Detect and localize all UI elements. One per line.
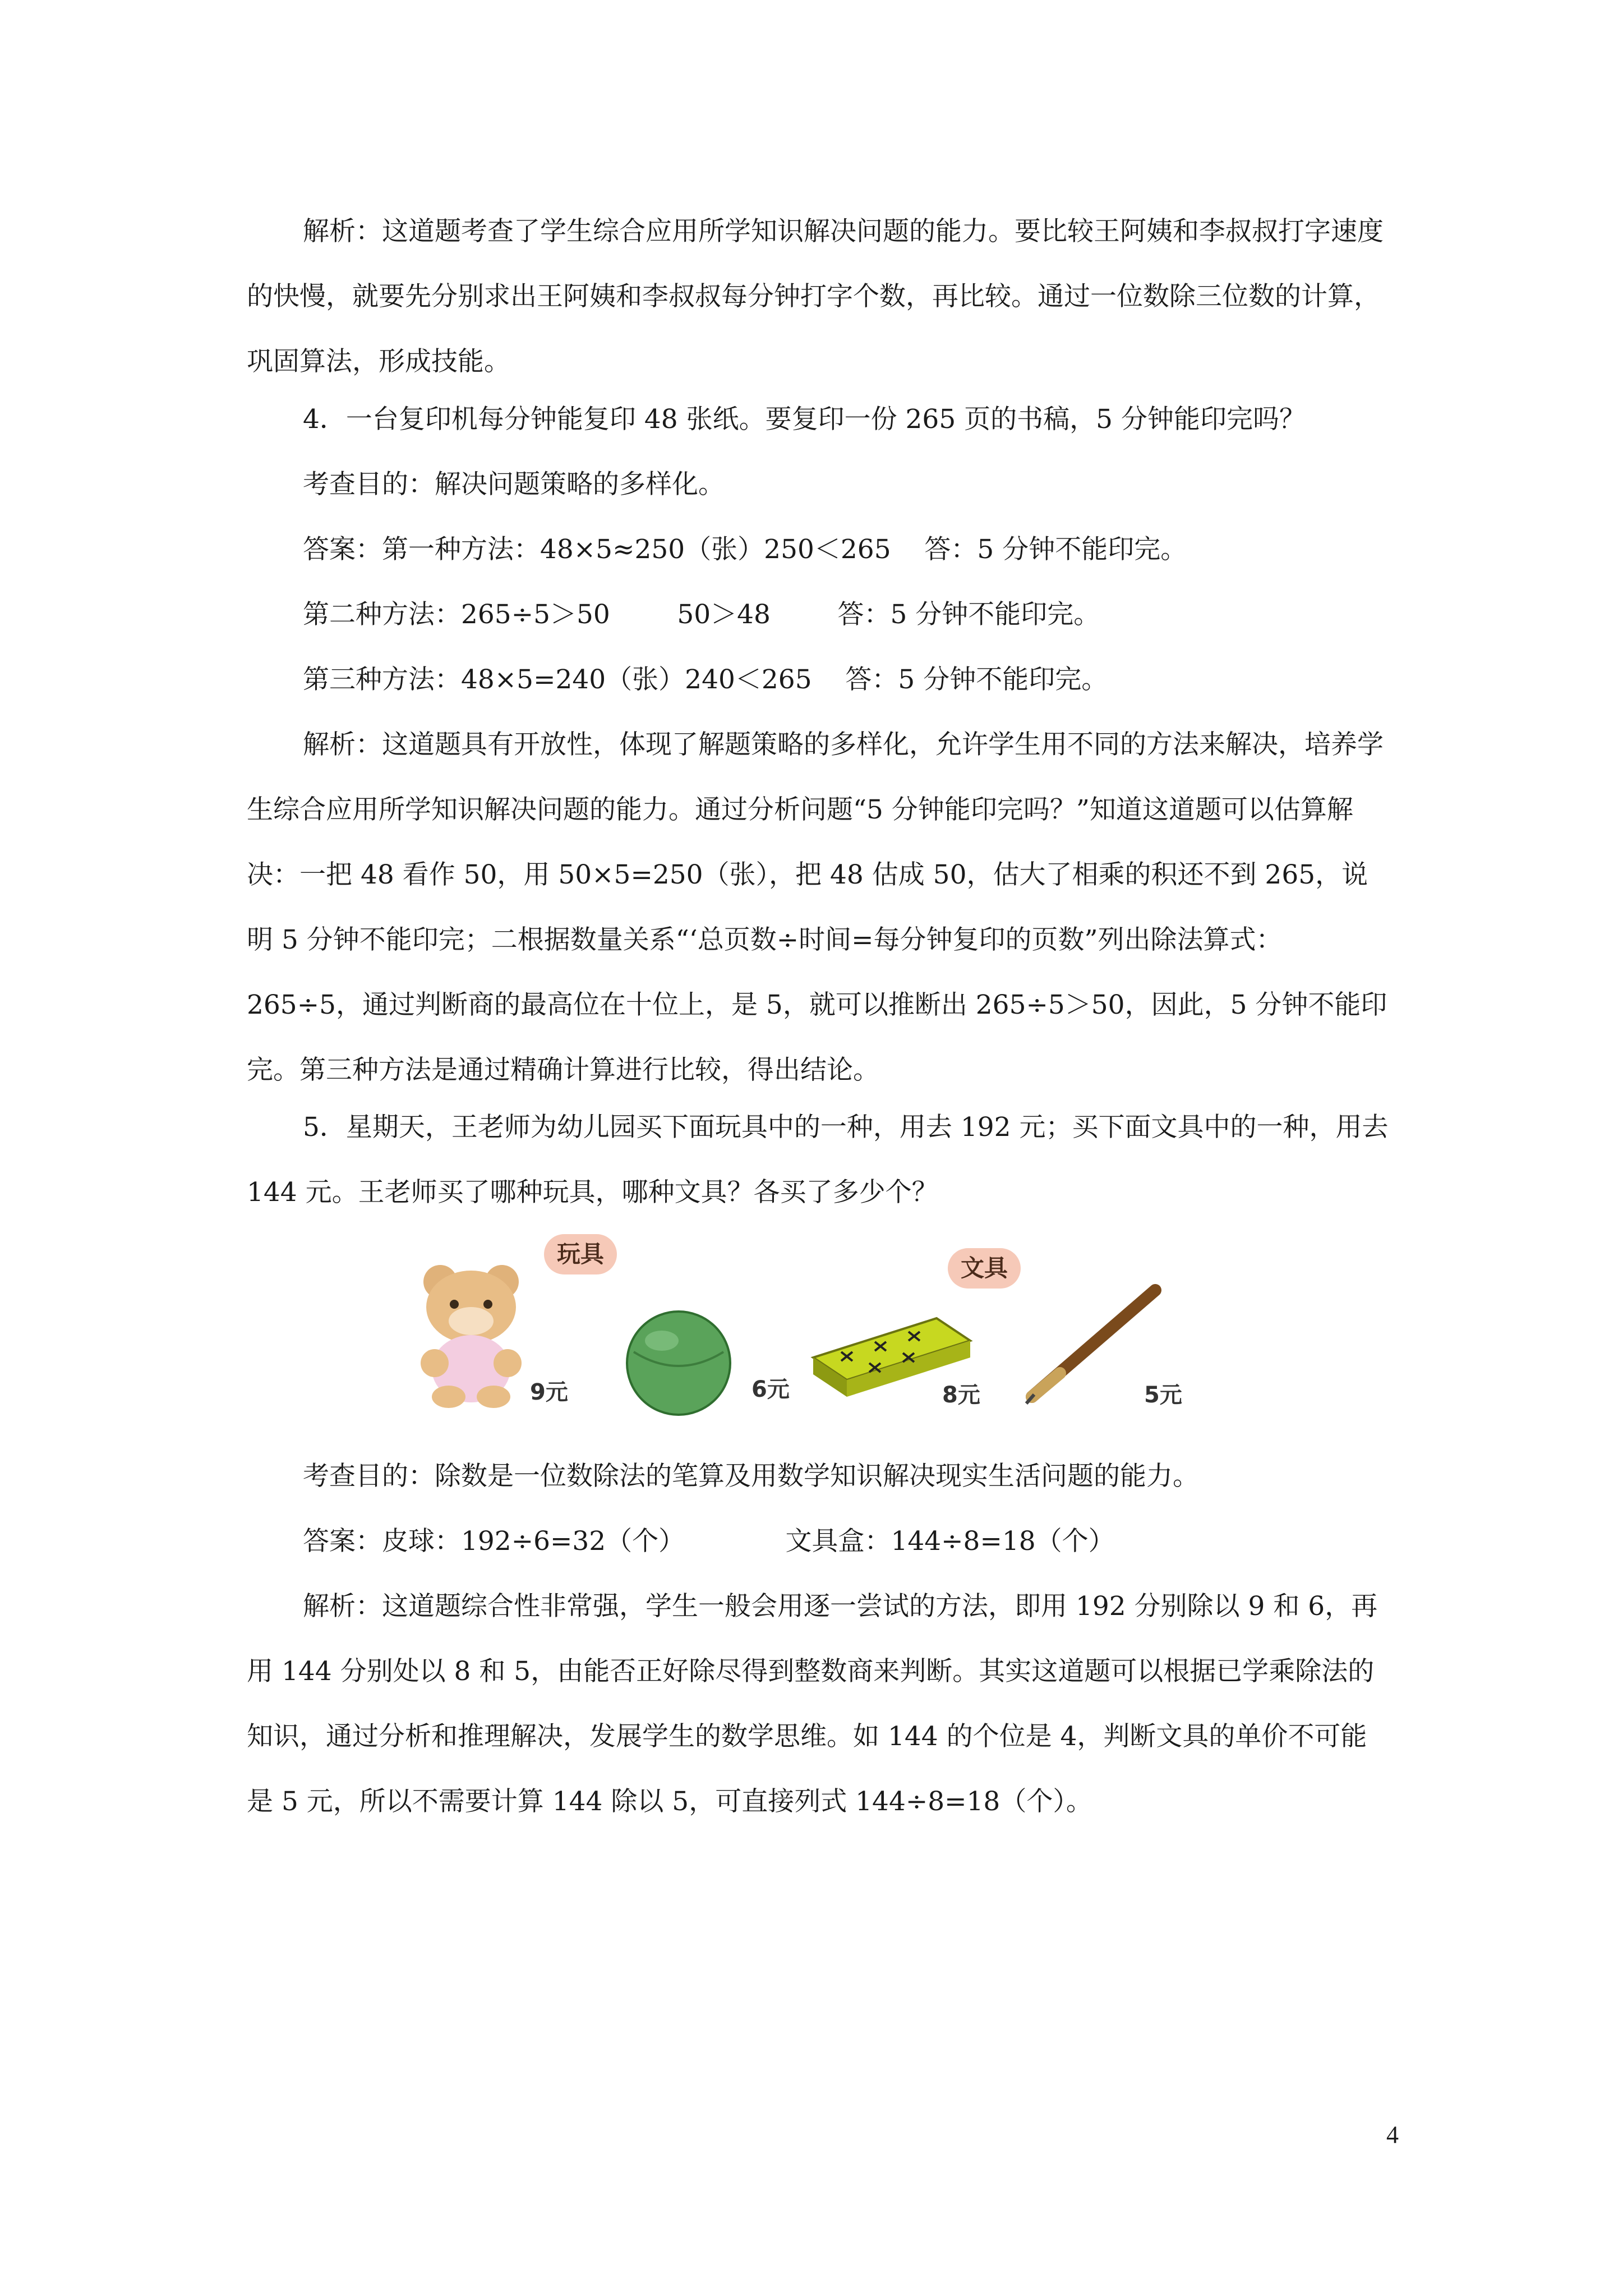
analysis-paragraph-q3: 解析：这道题考查了学生综合应用所学知识解决问题的能力。要比较王阿姨和李叔叔打字速度的快慢，就要先分别求出王阿姨和李叔叔每分钟打字个数，再比较。通过一位数除三位数的计算，巩固算法，形成技能。 bbox=[247, 216, 1384, 377]
q4-answer-method-1: 答案：第一种方法：48×5≈250（张）250＜265 答：5 分钟不能印完。 bbox=[303, 534, 1187, 565]
q4-analysis: 解析：这道题具有开放性，体现了解题策略的多样化，允许学生用不同的方法来解决，培养学生综合应用所学知识解决问题的能力。通过分析问题“5 分钟能印完吗？”知道这道题可以估算解决：一把 48 看作 50，用 50×5=250（张），把 48 估成 50，估大了相乘的积还不到 265，说明 5 分钟不能印完；二根据数量关系“‘总页数÷时间=每分钟复印的页数”列出除法算式：265÷5，通过判断商的最高位在十位上，是 5，就可以推断出 265÷5＞50，因此，5 分钟不能印完。第三种方法是通过精确计算进行比较，得出结论。 bbox=[247, 729, 1387, 1085]
page-number: 4 bbox=[1386, 2121, 1399, 2148]
stationery-tag: 文具 bbox=[948, 1248, 1021, 1289]
question-5: 5．星期天，王老师为幼儿园买下面玩具中的一种，用去 192 元；买下面文具中的一种，用去 144 元。王老师买了哪种玩具，哪种文具？各买了多少个？ bbox=[247, 1112, 1389, 1208]
q5-purpose: 考查目的：除数是一位数除法的笔算及用数学知识解决现实生活问题的能力。 bbox=[303, 1461, 1199, 1492]
ball-icon bbox=[623, 1307, 735, 1419]
q4-answer-method-2: 第二种方法：265÷5＞50 50＞48 答：5 分钟不能印完。 bbox=[303, 599, 1100, 630]
ball-price: 6元 bbox=[751, 1377, 790, 1402]
pencil-case-price: 8元 bbox=[942, 1382, 980, 1408]
q4-answer-method-3: 第三种方法：48×5=240（张）240＜265 答：5 分钟不能印完。 bbox=[303, 664, 1108, 695]
question-4: 4．一台复印机每分钟能复印 48 张纸。要复印一份 265 页的书稿，5 分钟能印完吗？ bbox=[303, 404, 1306, 435]
q5-answer: 答案：皮球：192÷6=32（个） 文具盒：144÷8=18（个） bbox=[303, 1526, 1115, 1557]
bear-price: 9元 bbox=[530, 1379, 568, 1405]
pen-price: 5元 bbox=[1144, 1382, 1182, 1408]
q4-purpose: 考查目的：解决问题策略的多样化。 bbox=[303, 469, 725, 500]
teddy-bear-icon bbox=[415, 1262, 527, 1408]
q5-analysis: 解析：这道题综合性非常强，学生一般会用逐一尝试的方法，即用 192 分别除以 9 和 6，再用 144 分别处以 8 和 5，由能否正好除尽得到整数商来判断。其实这道题可以根据已学乘除法的知识，通过分析和推理解决，发展学生的数学思维。如 144 的个位是 4，判断文具的单价不可能是 5 元，所以不需要计算 144 除以 5，可直接列式 144÷8=18（个）。 bbox=[247, 1591, 1378, 1817]
q5-items-figure bbox=[415, 1223, 1223, 1430]
toy-tag: 玩具 bbox=[544, 1234, 617, 1274]
